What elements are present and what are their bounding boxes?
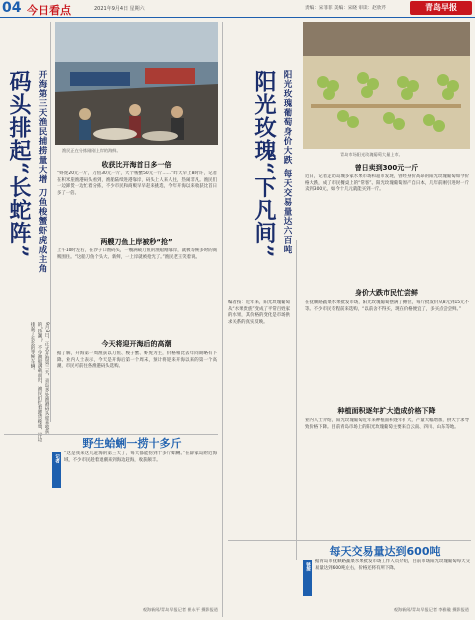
newspaper-logo: 青岛早报 xyxy=(410,1,472,15)
left-section-body-1: “虾虎20元一斤，刀鱼30元一斤，大个梭蟹50元一斤……”昨天早上8时许，记者在积米崖渔港码头看到，渔船陆续进港靠岸，码头上人来人往，热闹非凡。渔民们一边卸货一边忙着分拣，不少市民和商贩早早赶来挑选，今年开海以来收获比首日多了一倍。 xyxy=(57,171,217,196)
left-subheadline: 开海第三天渔民捕捞量大增 刀鱼梭蟹虾虎成主角 xyxy=(37,70,47,274)
left-box-body: “这是我来这儿赶海的第三天了，每天都能捞到十多斤蛤蜊。”在薛家岛附近海域，不少市民趁着退潮来到海边赶海，收获颇丰。 xyxy=(64,451,217,463)
editor-credits: 责编：宋菲菲 美编：宋晓 审读：赵欣芹 xyxy=(305,6,387,11)
right-headline: 阳光玫瑰“下凡间” xyxy=(251,70,277,259)
page-center-divider xyxy=(222,22,223,617)
left-section-body-2: 上午10时左右，在沙子口渔码头，一艘满载刀鱼的渔船刚靠岸，就被等候多时的商贩围住。“这船刀鱼个头大、新鲜，一上岸就被抢光了。”渔民老王笑着说。 xyxy=(57,248,217,260)
right-section-heading-1: 曾日卖到300元一斤 xyxy=(354,164,419,172)
left-box-label: 记者 xyxy=(54,454,60,464)
left-section-heading-3: 今天将迎开海后的高潮 xyxy=(101,340,172,348)
left-box-title: 野生蛤蜊一捞十多斤 xyxy=(82,437,182,450)
right-box-body: 据青岛市抚顺路蔬菜水果批发市场工作人员介绍，目前市场阳光玫瑰葡萄每天交易量达到600吨左右，价格还将有所下降。 xyxy=(315,559,470,571)
section-title: 今日看点 xyxy=(27,4,71,17)
left-section-heading-1: 收获比开海首日多一倍 xyxy=(101,161,172,169)
page-header xyxy=(0,0,475,18)
right-subheadline: 阳光玫瑰葡萄身价大跌 每天交易量达六百吨 xyxy=(282,70,292,255)
issue-date: 2021年9月4日 星期六 xyxy=(94,6,145,12)
left-section-heading-2: 两艘刀鱼上岸被秒“抢” xyxy=(100,238,173,246)
right-section-heading-2: 身价大跌市民忙尝鲜 xyxy=(355,289,418,297)
right-photo-caption: 青岛市场阳光玫瑰葡萄大量上市。 xyxy=(340,152,403,157)
page-number: 04 xyxy=(2,0,22,16)
left-box-byline: 观海新闻/青岛早报记者 崔永平 摄影报道 xyxy=(142,607,218,612)
right-section-body-1: 近日，记者走访岛城多家水果市场和超市发现，曾经身价高昂的阳光玫瑰葡萄如今价格大跌，成了市民餐桌上的“常客”。阳光玫瑰葡萄原产自日本，几年前刚引进时一斤卖到300元，如今十几元就能买到一斤。 xyxy=(305,174,469,193)
note-divider xyxy=(296,240,297,560)
right-box-label: 链接 xyxy=(305,562,311,572)
left-section-body-3: 据了解，开海第一周渔获以刀鱼、梭子蟹、虾虎为主，价格相比去年同期略有下降。业内人士表示，今天是开海后第一个周末，预计将迎来开海以来的第一个高潮，市民可前往各渔港码头选购。 xyxy=(57,351,217,370)
right-section-heading-3: 种植面积逐年扩大造成价格下降 xyxy=(337,407,436,415)
right-box-title: 每天交易量达到600吨 xyxy=(329,545,441,558)
right-section-body-3: 业内人士介绍，阳光玫瑰葡萄近年来种植面积逐年扩大，产量大幅增加，供大于求导致价格下降。目前青岛市场上的阳光玫瑰葡萄主要来自云南、四川、山东等地。 xyxy=(305,418,469,430)
right-box-byline: 观海新闻/青岛早报记者 李雅璇 摄影报道 xyxy=(393,607,469,612)
fishing-port-photo xyxy=(55,22,218,145)
right-box-label-bar xyxy=(303,560,312,596)
editor-note: 编者按：近年来，阳光玫瑰葡萄从“水果贵族”变成了平常百姓家的水果，其价格的变化是市场供求关系的真实反映。 xyxy=(228,300,290,325)
left-intro: 9月3日，正式开海第三天，青岛多处渔港码头迎来收获的“热潮”，不少渔船满载而归，渔民们忙着卸货称重，岸边排起了长长的等候车辆。 xyxy=(30,322,49,442)
left-headline: 码头排起“长蛇阵” xyxy=(6,70,32,259)
right-section-body-2: 在抚顺路蔬菜水果批发市场，阳光玫瑰葡萄摆满了摊位，每斤批发价从8元到15元不等。不少市民专程前来选购，“以前舍不得买，现在价格便宜了，多买点尝尝鲜。” xyxy=(305,300,469,312)
column-divider xyxy=(50,22,51,422)
grape-photo xyxy=(303,22,470,149)
left-box-label-bar xyxy=(52,452,61,488)
section-divider xyxy=(228,540,471,541)
left-photo-caption: 渔民正在分拣刚刚上岸的海鲜。 xyxy=(62,148,121,153)
